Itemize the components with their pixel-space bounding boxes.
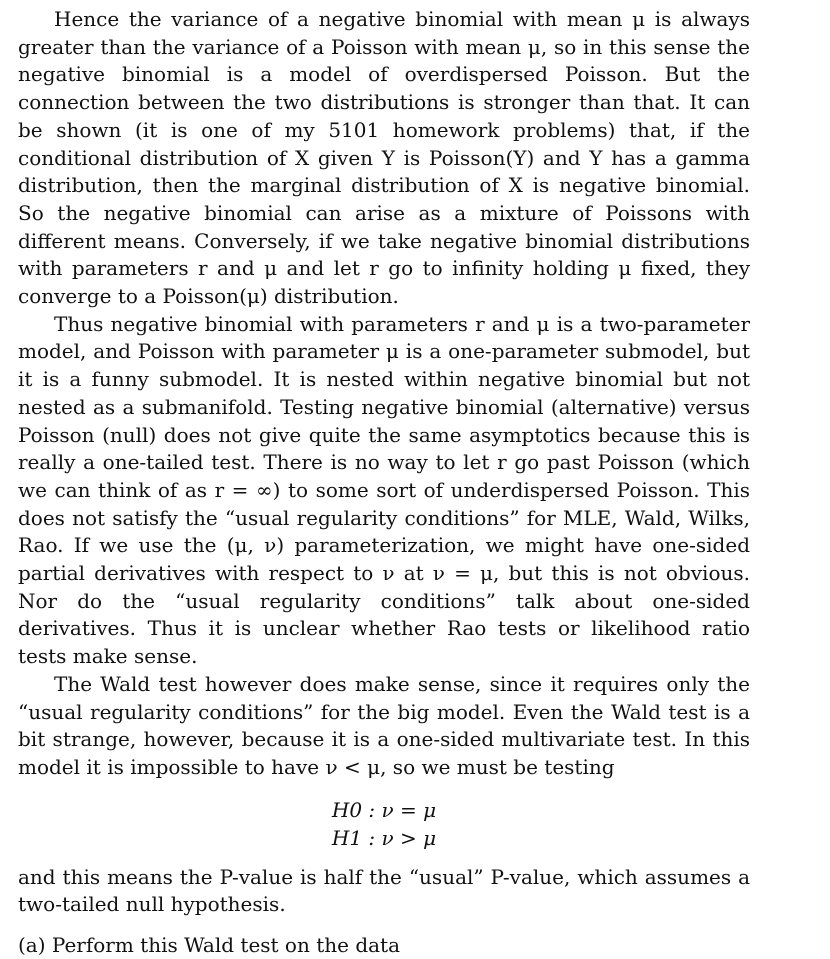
paragraph-1: Hence the variance of a negative binomial with mean μ is always greater than the variance of a Poisson with mean μ, so in this sense the negative binomial is a model of overdispersed Poisson. But the connection between the two distributions is stronger than that. It can be shown (it is one of my 5101 homework problems) that, if the conditional distribution of X given Y is Poisson(Y) and Y has a gamma distribution, then the marginal distribution of X is negative binomial. So the negative binomial can arise as a mixture of Poissons with different means. Conversely, if we take negative binomial distributions with parameters r and μ and let r go to infinity holding μ fixed, they converge to a Poisson(μ) distribution. <box>18 7 750 309</box>
alternative-hypothesis-equation: H1 : ν > μ <box>331 825 437 850</box>
hypothesis-display <box>18 796 750 852</box>
paragraph-2: Thus negative binomial with parameters r and μ is a two-parameter model, and Poisson with parameter μ is a one-parameter submodel, but it is a funny submodel. It is nested within negative binomial but not nested as a submanifold. Testing negative binomial (alternative) versus Poisson (null) does not give quite the same asymptotics because this is really a one-tailed test. There is no way to let r go past Poisson (which we can think of as r = ∞) to some sort of underdispersed Poisson. This does not satisfy the “usual regularity conditions” for MLE, Wald, Wilks, Rao. If we use the (μ, ν) parameterization, we might have one-sided partial derivatives with respect to ν at ν = μ, but this is not obvious. Nor do the “usual regularity conditions” talk about one-sided derivatives. Thus it is unclear whether Rao tests or likelihood ratio tests make sense. <box>18 311 750 669</box>
null-hypothesis-equation: H0 : ν = μ <box>331 797 437 822</box>
paragraph-3: The Wald test however does make sense, since it requires only the “usual regularity conditions” for the big model. Even the Wald test is a bit strange, however, because it is a one-sided multivariate test. In this model it is impossible to have ν < μ, so we must be testing <box>18 671 750 779</box>
document-page <box>18 6 750 959</box>
paragraph-after-display: and this means the P-value is half the “usual” P-value, which assumes a two-tailed null hypothesis. <box>18 864 750 917</box>
exercise-item-a: (a) Perform this Wald test on the data <box>18 933 401 958</box>
